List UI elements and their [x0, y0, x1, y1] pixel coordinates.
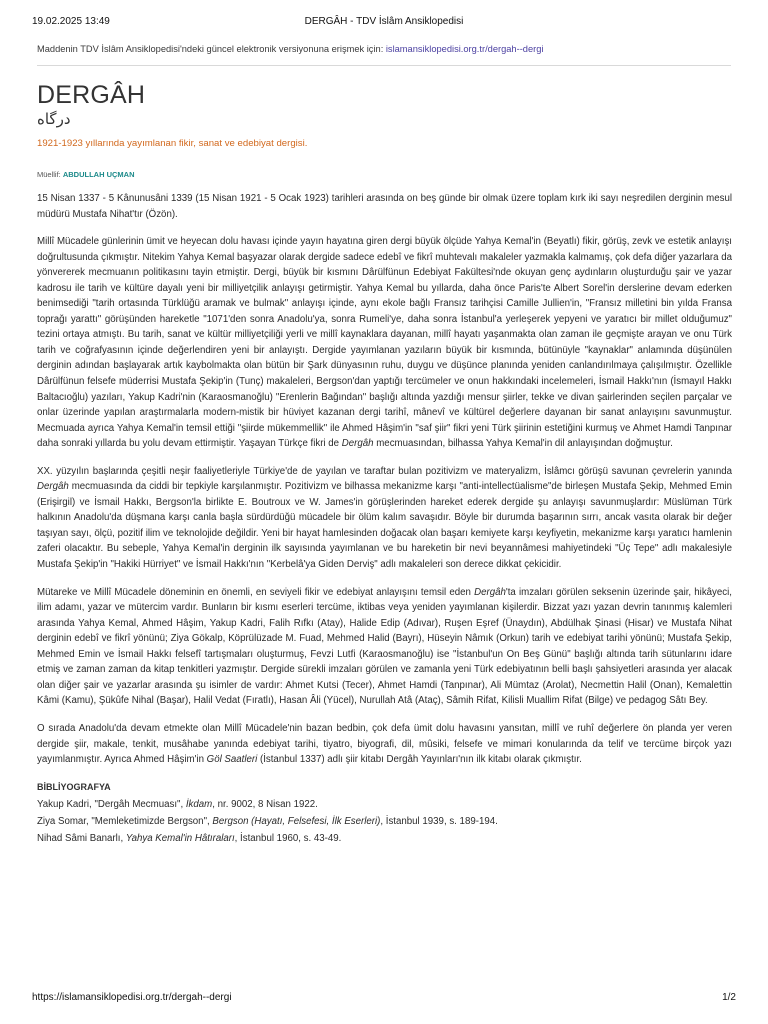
page-number: 1/2	[722, 992, 736, 1003]
article-summary: 1921-1923 yıllarında yayımlanan fikir, sanat ve edebiyat dergisi.	[37, 138, 308, 149]
italic-title: Göl Saatleri	[206, 754, 258, 766]
text-run: , İstanbul 1960, s. 43-49.	[234, 833, 342, 845]
article-body	[37, 191, 732, 847]
bibliography-item	[37, 796, 732, 813]
text-run: Ziya Somar, "Memleketimizde Bergson",	[37, 815, 213, 827]
text-run: mecmuasında da ciddi bir tepkiyle karşılanmıştır. Pozitivizm ve bilhassa mekanizme karşı "anti-intellectüalisme"de birleşen Mustafa Şekip, Mehmed Emin (Erişirgil) ve İsmail Hakkı, Bergson'la birlikte E. Boutroux ve W. James'in görüşlerinden hareket ederek dergide şu anlayışı savunmuşlardır: Müslüman Türk halkının Anadolu'da düşmana karşı canla başla sürdürdüğü mücadele bir ölüm kalım savaşıdır. Böyle bir durumda başarının sırrı, ancak vasıta olarak bir değer taşıyan sayı, ölçü, pozitif ilim ve teknolojide değildir. Yeni bir hayat hamlesinden doğacak olan başarı kemiyete karşı keyfiyetin, mekanizme karşı yaratıcı hamlenin zaferi olacaktır. Bu sebeple, Yahya Kemal'in derginin ilk sayısında yayımlanan ve bu hareketin bir nevi beyannâmesi mahiyetindeki "Üç Tepe" adlı makalesiyle Mustafa Şekip'in "Hakiki Hürriyet" ve İsmail Hakkı'nın "Kerbelâ'ya Giden Derviş" adlı makaleleri son derece dikkat çekicidir.	[37, 481, 732, 571]
text-run: mecmuasından, bilhassa Yahya Kemal'in dil anlayışından doğmuştur.	[373, 438, 673, 450]
bibliography-item	[37, 813, 732, 830]
body-paragraph	[37, 721, 732, 768]
body-paragraph	[37, 585, 732, 709]
italic-title: Dergâh	[341, 438, 374, 450]
text-run: O sırada Anadolu'da devam etmekte olan Millî Mücadele'nin bazan bedbin, çok defa ümit dolu havasını yansıtan, millî ve ruhî değerlere ön planda yer veren dergide şiir, makale, tenkit, musâhabe yanında edebiyat tarihi, tiyatro, biyografi, dil, mûsiki, felsefe ve mimari konularında da telif ve tercüme birçok yazı yayımlanmıştır. Ayrıca Ahmed Hâşim'in	[37, 722, 732, 766]
print-footer	[32, 992, 736, 1006]
text-run: Millî Mücadele günlerinin ümit ve heyecan dolu havası içinde yayın hayatına giren dergi büyük ölçüde Yahya Kemal'in (Beyatlı) fikir, görüş, zevk ve estetik anlayışı doğrultusunda çıkmıştır. Nitekim Yahya Kemal başyazar olarak dergide sadece edebî ve fikrî muhtevalı makaleler yazmakla kalmamış, çok defa diğer yazarlara da yönvererek mecmuanın politikasını tayin etmiştir. Dergi, büyük bir kısmını Dârülfünun Edebiyat Fakültesi'nde okuyan genç aydınların oluşturduğu şair ve yazar kadrosu ile tarih ve kültüre dayalı yeni bir milliyetçilik anlayışı getirmiştir. Yahya Kemal bu yıllarda, daha önce Paris'te Albert Sorel'in derslerine devam ederken benimsediği "tarih ortasında Türklüğü aramak ve bulmak" anlayışı içinde, aynı ekole bağlı Fransız tarihçisi Camille Jullien'in, "Fransız milletini bin yılda Fransa toprağı yarattı" görüşünden hareketle "1071'den sonra Anadolu'ya, sonra Rumeli'ye, daha sonra İstanbul'a yerleşerek yepyeni ve yaratıcı bir millet olduğumuz" tezini ortaya atmıştı. Bu tarih, sanat ve kültür milliyetçiliği yerli ve millî kaynaklara dayanan, millî hayatı yaşanmakta olan zaman ile geçmişte arayan ve onu Türk tarih ve coğrafyasının içinde değerlendiren yeni bir anlayıştı. Dergide yayımlanan yazıların büyük bir kısmında, bütünüyle "kaynaklar" anlamında düşünülen derginin adından başlayarak artık kaybolmakta olan bütün bir Şark dünyasının ruhu, duygu ve düşünce planında yeniden canlandırılmaya çalışılmıştır. Özellikle Dârülfünun felsefe müderrisi Mustafa Şekip'in (Tunç) makaleleri, Bergson'dan yaptığı tercümeler ve onun hakkındaki incelemeleri, İsmail Hakkı'nın (İsmayıl Hakkı Baltacıoğlu) yazıları, Yakup Kadri'nin (Karaosmanoğlu) "Erenlerin Bağından" başlığı altında yazdığı mensur şiirler, tekke ve divan şairlerinden seçilen parçalar ve onlar üzerinde yapılan araştırmalarla modern-mistik bir hüviyet kazanan dergi tarihî, mânevî ve kültürel değerlere dayanan bir sanat anlayışını savunmuştur. Mecmuada ayrıca Yahya Kemal'in temsil ettiği "şiirde mükemmellik" ile Ahmed Hâşim'in "saf şiir" fikri yeni Türk şiirinin estetiğini kurmuş ve Ahmet Hamdi Tanpınar daha sonraki yıllarda bu yolu devam ettirmiştir. Yaşayan Türkçe fikri de	[37, 236, 732, 450]
body-paragraph	[37, 464, 732, 573]
bibliography-item	[37, 830, 732, 847]
body-paragraph	[37, 191, 732, 222]
italic-title: Yahya Kemal'in Hâtıraları	[125, 833, 235, 845]
print-document-title: DERGÂH - TDV İslâm Ansiklopedisi	[304, 16, 464, 27]
electronic-version-notice	[37, 44, 731, 54]
text-run: 'ta imzaları görülen seksenin üzerinde şair, hikâyeci, ilim adamı, yazar ve mütercim vardır. Bunların bir kısmı eserleri tercüme, iktibas veya yeniden yayımlanan kişilerdir. Bizzat yazı yazan devrin tanınmış kalemleri arasında Yahya Kemal, Ahmed Hâşim, Yakup Kadri, Falih Rıfkı (Atay), Halide Edip (Adıvar), Ruşen Eşref (Ünaydın), Abdülhak Şinasi (Hisar) ve Mustafa Nihat derginin edebî ve fikrî yönünü; Ziya Gökalp, Köprülüzade M. Fuad, Mehmed Halid (Bayrı), Hüseyin Nâmık (Orkun) tarih ve edebiyat tarihi yönünü; Mustafa Şekip, Mehmed Emin ve İsmail Hakkı felsefî tartışmaları oluşturmuş, Fevzi Lutfi (Karaosmanoğlu) ise "İstanbul'un On Beş Günü" başlığı altında tarih sütunlarını idare etmiş ve zaman zaman da kitap tenkitleri yazmıştır. Dergide sürekli imzaları görülen ve zamanla yeni Türk edebiyatının belli başlı şahsiyetleri arasında yer alacak olan diğer şair ve yazarlar arasında şu isimler de vardır: Ahmet Kutsi (Tecer), Ahmet Hamdi (Tanpınar), Ali Mümtaz (Arolat), Necmettin Halil (Onan), Kemalettin Kâmi (Kamu), Şükûfe Nihal (Başar), Halil Vedat (Fıratlı), Hasan Âli (Yücel), Nurullah Atâ (Ataç), Sâmih Rifat, Kilisli Muallim Rifat (Bilge) ve pedagog Sâtı Bey.	[37, 586, 732, 707]
italic-title: Dergâh	[37, 481, 69, 493]
text-run: (İstanbul 1337) adlı şiir kitabı Dergâh Yayınları'nın ilk kitabı olarak çıkmıştır.	[257, 754, 582, 766]
italic-title: Dergâh	[474, 586, 506, 598]
author-line	[37, 169, 135, 181]
article-link[interactable]: islamansiklopedisi.org.tr/dergah--dergi	[385, 44, 544, 54]
bibliography-list	[37, 796, 732, 848]
text-run: XX. yüzyılın başlarında çeşitli neşir faaliyetleriyle Türkiye'de de yayılan ve taraftar bulan pozitivizm ve materyalizm, İslâmcı görüşü savunan çevrelerin yanında	[37, 465, 732, 477]
body-paragraph	[37, 234, 732, 452]
print-url: https://islamansiklopedisi.org.tr/dergah--dergi	[32, 992, 232, 1003]
bibliography-heading: BİBLİYOGRAFYA	[37, 781, 111, 792]
text-run: Yakup Kadri, "Dergâh Mecmuası",	[37, 798, 186, 810]
print-header	[32, 16, 736, 30]
article-headword: DERGÂH	[37, 81, 146, 109]
arabic-headword: درگاه	[37, 111, 71, 128]
italic-title: İkdam	[185, 798, 213, 810]
author-label: Müellif:	[37, 170, 63, 179]
divider	[37, 65, 731, 66]
text-run: , nr. 9002, 8 Nisan 1922.	[212, 798, 318, 810]
text-run: Mütareke ve Millî Mücadele döneminin en önemli, en seviyeli fikir ve edebiyat anlayışını temsil eden	[37, 586, 475, 598]
italic-title: Bergson (Hayatı, Felsefesi, İlk Eserleri)	[212, 815, 381, 827]
author-name[interactable]: ABDULLAH UÇMAN	[62, 170, 135, 179]
article-paragraphs	[37, 191, 732, 768]
text-run: , İstanbul 1939, s. 189-194.	[380, 815, 498, 827]
print-datetime: 19.02.2025 13:49	[32, 16, 110, 27]
text-run: Nihad Sâmi Banarlı,	[37, 833, 126, 845]
text-run: 15 Nisan 1337 - 5 Kânunusâni 1339 (15 Nisan 1921 - 5 Ocak 1923) tarihleri arasında on beş günde bir olmak üzere toplam kırk iki sayı neşredilen derginin mesul müdürü Mustafa Nihat'tır (Özön).	[37, 193, 732, 220]
notice-text: Maddenin TDV İslâm Ansiklopedisi'ndeki güncel elektronik versiyonuna erişmek için:	[37, 44, 386, 54]
